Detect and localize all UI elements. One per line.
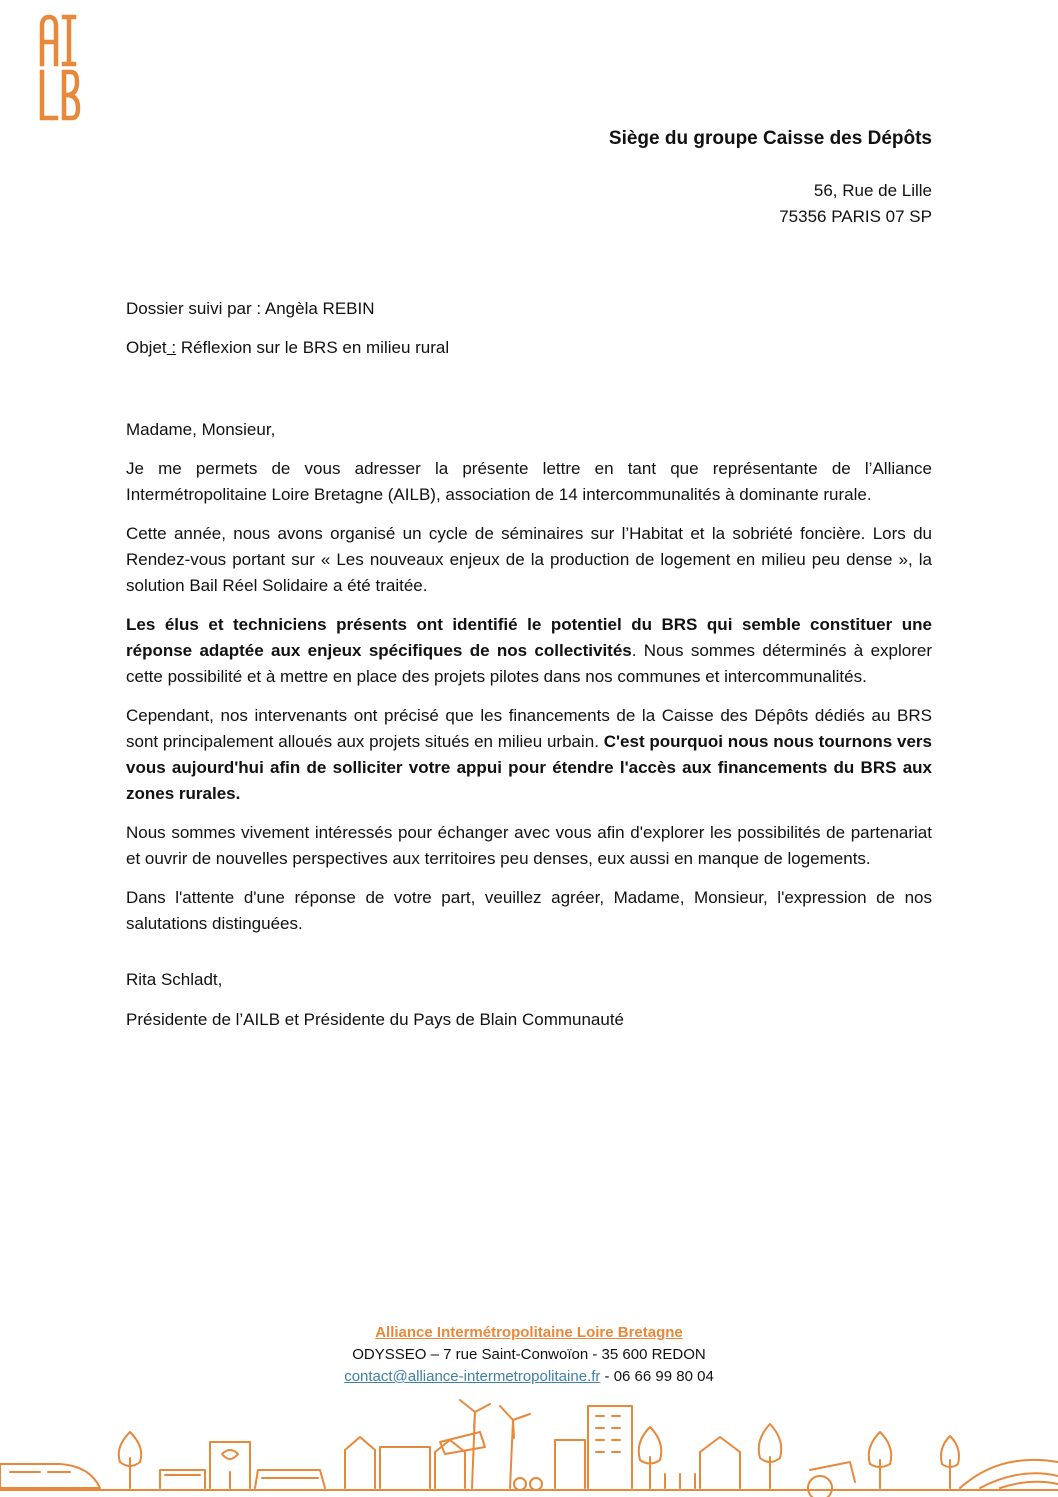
signature-title: Présidente de l’AILB et Présidente du Pays de Blain Communauté	[126, 1010, 625, 1029]
footer-phone: - 06 66 99 80 04	[600, 1368, 714, 1385]
objet-line	[126, 335, 932, 361]
objet-separator: :	[166, 338, 177, 357]
footer	[0, 1322, 1058, 1388]
recipient-address-line2: 75356 PARIS 07 SP	[779, 207, 932, 226]
dossier-line: Dossier suivi par : Angèla REBIN	[126, 299, 375, 318]
objet-label: Objet	[126, 338, 167, 357]
paragraph-4-start: Cependant, nos intervenants ont précisé que les financements de la Caisse des Dépôts dédiés au BRS sont principalement alloués aux projets situés en milieu urbain.	[126, 706, 932, 751]
footer-org-link[interactable]: Alliance Intermétropolitaine Loire Bretagne	[375, 1324, 683, 1341]
paragraph-4-bold: C'est pourquoi nous nous tournons vers vous aujourd'hui afin de solliciter votre appui pour étendre l'accès aux financements du BRS aux zones rurales.	[126, 732, 932, 803]
paragraph-2: Cette année, nous avons organisé un cycle de séminaires sur l’Habitat et la sobriété foncière. Lors du Rendez-vous portant sur « Les nouveaux enjeux de la production de logement en milieu peu dense », la solution Bail Réel Solidaire a été traitée.	[126, 524, 932, 595]
letter-body	[126, 296, 932, 1033]
objet-text: Réflexion sur le BRS en milieu rural	[176, 338, 450, 357]
paragraph-5: Nous sommes vivement intéressés pour échanger avec vous afin d'explorer les possibilités de partenariat et ouvrir de nouvelles perspectives aux territoires peu denses, eux aussi en manque de logements.	[126, 823, 932, 868]
paragraph-3-bold: Les élus et techniciens présents ont identifié le potentiel du BRS qui semble constituer une réponse adaptée aux enjeux spécifiques de nos collectivités	[126, 615, 932, 660]
recipient-address-line1: 56, Rue de Lille	[813, 181, 932, 200]
footer-email-link[interactable]: contact@alliance-intermetropolitaine.fr	[344, 1368, 601, 1385]
ailb-logo	[38, 14, 82, 122]
signature-name: Rita Schladt,	[126, 970, 223, 989]
paragraph-4	[126, 703, 932, 807]
recipient-block	[609, 128, 932, 230]
greeting: Madame, Monsieur,	[126, 420, 276, 439]
recipient-name: Siège du groupe Caisse des Dépôts	[608, 128, 932, 149]
skyline-illustration	[0, 1392, 1058, 1497]
paragraph-3	[126, 612, 932, 690]
paragraph-1: Je me permets de vous adresser la présente lettre en tant que représentante de l’Alliance Intermétropolitaine Loire Bretagne (AILB), association de 14 intercommunalités à dominante rurale.	[126, 459, 932, 504]
paragraph-6: Dans l'attente d'une réponse de votre part, veuillez agréer, Madame, Monsieur, l'expression de nos salutations distinguées.	[126, 888, 932, 933]
paragraph-3-rest: . Nous sommes déterminés à explorer cette possibilité et à mettre en place des projets pilotes dans nos communes et intercommunalités.	[126, 641, 932, 686]
footer-address: ODYSSEO – 7 rue Saint-Conwoïon - 35 600 REDON	[352, 1346, 706, 1363]
